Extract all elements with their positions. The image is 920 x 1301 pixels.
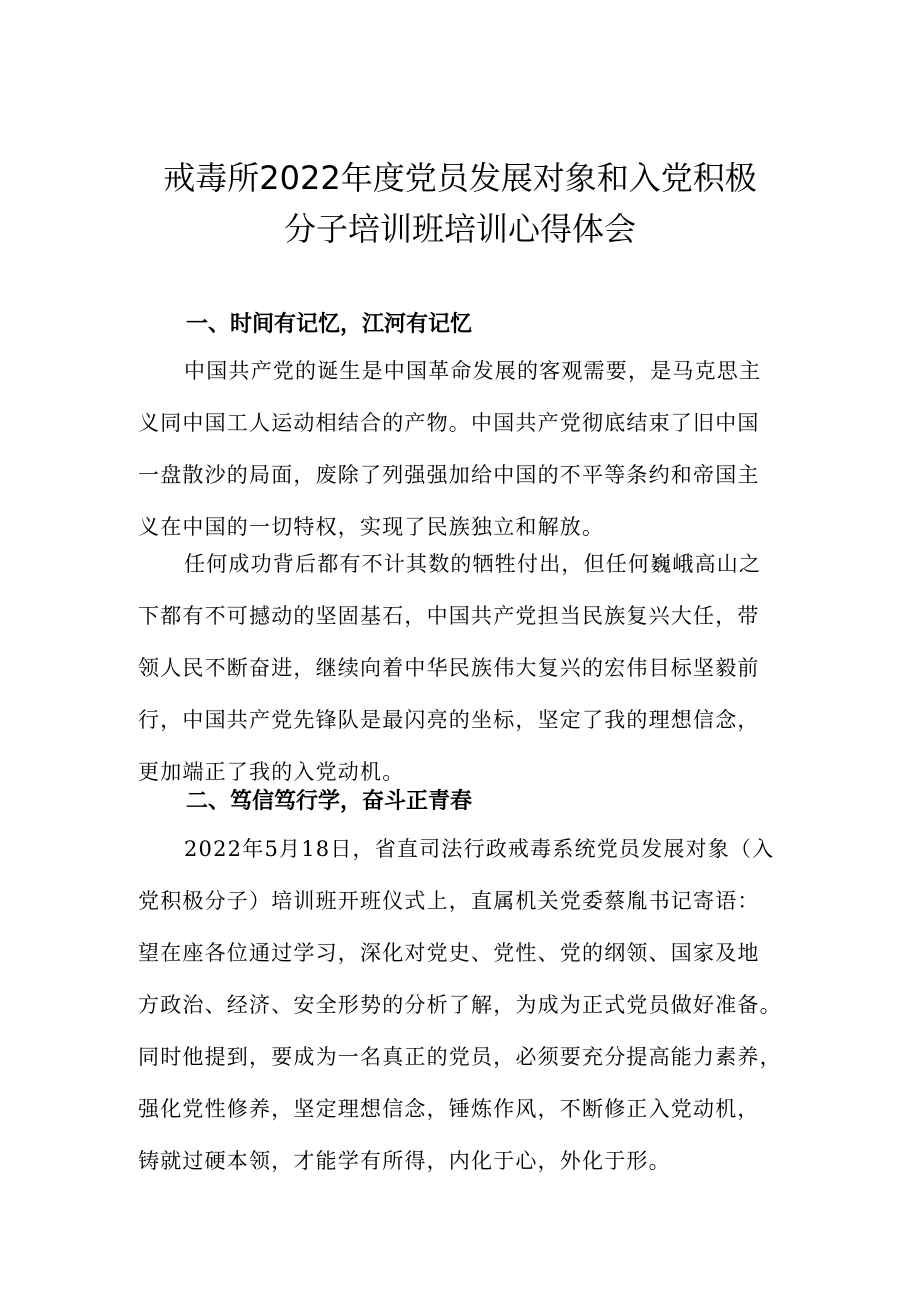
- paragraph-line: 2022年5月18日，省直司法行政戒毒系统党员发展对象（入: [184, 837, 775, 861]
- section-heading-2: 二、笃信笃行学，奋斗正青春: [186, 789, 473, 814]
- paragraph-line: 铸就过硬本领，才能学有所得，内化于心，外化于形。: [138, 1149, 671, 1173]
- paragraph-line: 义同中国工人运动相结合的产物。中国共产党彻底结束了旧中国: [138, 411, 760, 435]
- paragraph-2: [138, 538, 798, 798]
- paragraph-line: 行，中国共产党先锋队是最闪亮的坐标，坚定了我的理想信念，: [138, 708, 760, 732]
- paragraph-1: [138, 345, 798, 553]
- paragraph-line: 领人民不断奋进，继续向着中华民族伟大复兴的宏伟目标坚毅前: [138, 656, 760, 680]
- paragraph-line: 任何成功背后都有不计其数的牺牲付出，但任何巍峨高山之: [184, 552, 762, 576]
- paragraph-line: 更加端正了我的入党动机。: [138, 760, 405, 784]
- paragraph-line: 望在座各位通过学习，深化对党史、党性、党的纲领、国家及地: [138, 941, 760, 965]
- paragraph-line: 同时他提到，要成为一名真正的党员，必须要充分提高能力素养，: [138, 1045, 782, 1069]
- document-title-line-2: 分子培训班培训心得体会: [283, 210, 636, 248]
- paragraph-line: 下都有不可撼动的坚固基石，中国共产党担当民族复兴大任，带: [138, 604, 760, 628]
- paragraph-3: [138, 823, 798, 1187]
- document-title-line-1: 戒毒所2022年度党员发展对象和入党积极: [163, 159, 757, 197]
- paragraph-line: 党积极分子）培训班开班仪式上，直属机关党委蔡胤书记寄语：: [138, 889, 760, 913]
- paragraph-line: 强化党性修养，坚定理想信念，锤炼作风，不断修正入党动机，: [138, 1097, 760, 1121]
- section-heading-1: 一、时间有记忆，江河有记忆: [186, 312, 473, 337]
- paragraph-line: 一盘散沙的局面，废除了列强强加给中国的不平等条约和帝国主: [138, 463, 760, 487]
- paragraph-line: 义在中国的一切特权，实现了民族独立和解放。: [138, 515, 605, 539]
- paragraph-line: 方政治、经济、安全形势的分析了解，为成为正式党员做好准备。: [138, 993, 782, 1017]
- paragraph-line: 中国共产党的诞生是中国革命发展的客观需要，是马克思主: [184, 359, 762, 383]
